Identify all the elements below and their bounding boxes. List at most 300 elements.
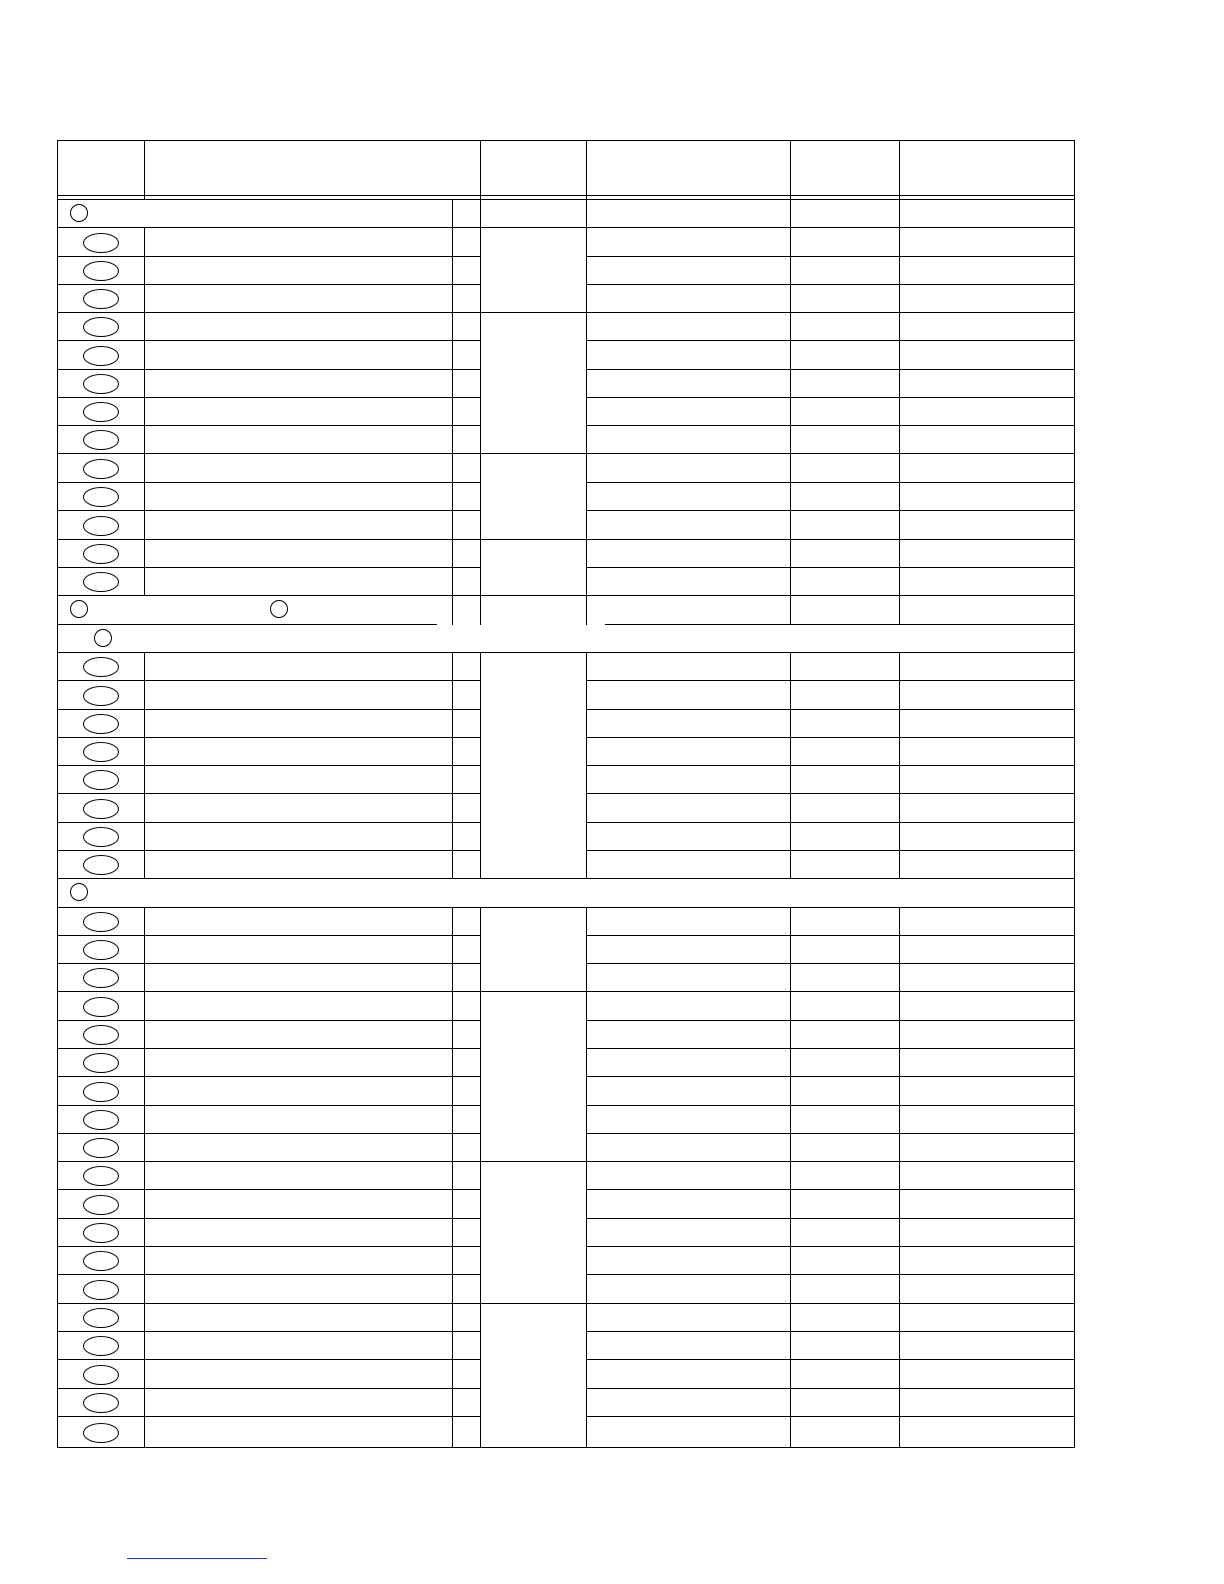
column-rule <box>452 793 453 823</box>
column-rule <box>480 595 481 625</box>
column-rule <box>899 510 900 540</box>
row-rule <box>57 595 1075 596</box>
column-rule <box>899 822 900 851</box>
row-number-oval <box>83 997 119 1017</box>
column-rule <box>790 312 791 341</box>
column-rule <box>899 991 900 1021</box>
column-rule <box>144 1416 145 1448</box>
column-rule <box>452 539 453 568</box>
row-number-oval <box>83 799 119 819</box>
column-rule <box>899 1020 900 1049</box>
column-rule <box>899 1416 900 1448</box>
column-rule <box>899 907 900 936</box>
column-rule <box>899 793 900 823</box>
row-rule <box>57 652 1075 653</box>
column-rule <box>586 1303 587 1332</box>
column-rule <box>452 1416 453 1448</box>
row-rule <box>57 1161 1075 1162</box>
column-rule <box>790 1048 791 1077</box>
column-rule <box>452 935 453 964</box>
column-rule <box>586 199 587 228</box>
column-rule <box>144 935 145 964</box>
column-rule <box>480 510 481 540</box>
column-rule <box>899 340 900 370</box>
column-rule <box>144 1246 145 1275</box>
column-rule <box>144 652 145 681</box>
row-rule <box>57 1189 481 1190</box>
row-rule <box>57 1388 481 1389</box>
row-number-oval <box>83 912 119 932</box>
column-rule <box>480 1388 481 1417</box>
column-rule <box>480 737 481 766</box>
column-rule <box>790 369 791 398</box>
row-rule <box>586 1218 1075 1219</box>
column-rule <box>899 850 900 879</box>
column-rule <box>790 737 791 766</box>
column-rule <box>452 1105 453 1134</box>
column-rule <box>452 397 453 426</box>
column-rule <box>899 935 900 964</box>
column-rule <box>144 793 145 823</box>
column-rule <box>480 482 481 511</box>
column-rule <box>144 1020 145 1049</box>
column-rule <box>144 822 145 851</box>
column-rule <box>899 369 900 398</box>
column-rule <box>452 284 453 313</box>
row-number-oval <box>83 968 119 988</box>
column-rule <box>586 567 587 596</box>
column-rule <box>480 1274 481 1304</box>
row-rule <box>57 1303 1075 1304</box>
column-rule <box>480 1105 481 1134</box>
column-rule <box>452 680 453 710</box>
row-number-oval <box>83 1280 119 1300</box>
column-rule <box>480 312 481 341</box>
column-rule <box>790 652 791 681</box>
column-rule <box>899 227 900 257</box>
column-rule <box>790 793 791 823</box>
column-rule <box>899 1076 900 1106</box>
row-rule <box>586 1331 1075 1332</box>
column-rule <box>144 510 145 540</box>
row-rule <box>57 567 481 568</box>
column-rule <box>586 1246 587 1275</box>
column-rule <box>586 312 587 341</box>
column-rule <box>452 199 453 228</box>
column-rule <box>790 991 791 1021</box>
column-rule <box>480 1076 481 1106</box>
row-number-oval <box>83 686 119 706</box>
column-rule <box>452 369 453 398</box>
column-rule <box>452 1388 453 1417</box>
column-rule <box>790 199 791 228</box>
row-number-oval <box>83 487 119 507</box>
column-rule <box>452 312 453 341</box>
column-rule <box>144 1388 145 1417</box>
column-rule <box>144 567 145 596</box>
column-rule <box>899 1388 900 1417</box>
column-rule <box>586 1388 587 1417</box>
column-rule <box>480 369 481 398</box>
row-rule <box>57 482 481 483</box>
column-rule <box>452 482 453 511</box>
row-number-oval <box>83 1110 119 1130</box>
column-rule <box>899 1246 900 1275</box>
header-column-rule <box>790 140 791 200</box>
column-rule <box>899 1218 900 1247</box>
row-rule <box>586 1416 1075 1417</box>
footer-link-underline[interactable] <box>127 1558 267 1559</box>
column-rule <box>480 425 481 454</box>
column-rule <box>790 1218 791 1247</box>
row-number-oval <box>83 1393 119 1413</box>
column-rule <box>480 765 481 794</box>
column-rule <box>144 709 145 738</box>
column-rule <box>480 199 481 228</box>
table-left-border <box>57 140 58 1448</box>
column-rule <box>790 510 791 540</box>
row-rule <box>57 850 481 851</box>
column-rule <box>452 1048 453 1077</box>
column-rule <box>586 709 587 738</box>
column-rule <box>452 822 453 851</box>
column-rule <box>480 397 481 426</box>
column-rule <box>452 1189 453 1219</box>
column-rule <box>790 850 791 879</box>
column-rule <box>899 963 900 992</box>
column-rule <box>586 652 587 681</box>
row-rule <box>586 793 1075 794</box>
row-rule <box>586 256 1075 257</box>
row-number-oval <box>83 317 119 337</box>
row-rule <box>586 425 1075 426</box>
row-rule <box>57 340 481 341</box>
column-rule <box>144 1274 145 1304</box>
column-rule <box>899 1048 900 1077</box>
column-rule <box>790 227 791 257</box>
column-rule <box>452 1331 453 1360</box>
column-rule <box>586 1076 587 1106</box>
row-rule <box>586 1274 1075 1275</box>
row-rule <box>57 1274 481 1275</box>
column-rule <box>452 340 453 370</box>
column-rule <box>480 1020 481 1049</box>
column-rule <box>899 453 900 483</box>
column-rule <box>452 567 453 596</box>
column-rule <box>480 991 481 1021</box>
column-rule <box>452 1359 453 1389</box>
column-rule <box>586 539 587 568</box>
header-column-rule <box>480 140 481 200</box>
row-number-oval <box>83 855 119 875</box>
column-rule <box>899 199 900 228</box>
row-number-oval <box>83 742 119 762</box>
row-rule <box>586 1048 1075 1049</box>
column-rule <box>144 1189 145 1219</box>
column-rule <box>480 340 481 370</box>
row-rule <box>586 765 1075 766</box>
column-rule <box>899 482 900 511</box>
column-rule <box>586 595 587 625</box>
row-rule <box>586 1388 1075 1389</box>
column-rule <box>144 963 145 992</box>
column-rule <box>586 1161 587 1190</box>
table-top-border <box>57 140 1075 141</box>
column-rule <box>144 425 145 454</box>
column-rule <box>586 1133 587 1162</box>
table-right-border <box>1074 140 1075 1448</box>
row-number-oval <box>83 516 119 536</box>
column-rule <box>452 1133 453 1162</box>
column-rule <box>899 765 900 794</box>
column-rule <box>899 1331 900 1360</box>
column-rule <box>144 453 145 483</box>
column-rule <box>144 340 145 370</box>
column-rule <box>586 1416 587 1448</box>
row-number-oval <box>83 1195 119 1215</box>
column-rule <box>452 765 453 794</box>
column-rule <box>586 680 587 710</box>
column-rule <box>452 963 453 992</box>
column-rule <box>899 1303 900 1332</box>
row-rule <box>57 1076 481 1077</box>
section-3-marker <box>70 883 88 901</box>
column-rule <box>452 1218 453 1247</box>
column-rule <box>480 850 481 879</box>
column-rule <box>586 482 587 511</box>
column-rule <box>480 793 481 823</box>
row-rule <box>586 369 1075 370</box>
column-rule <box>790 709 791 738</box>
column-rule <box>144 284 145 313</box>
column-rule <box>452 709 453 738</box>
column-rule <box>452 1020 453 1049</box>
row-rule <box>57 1331 481 1332</box>
column-rule <box>586 737 587 766</box>
column-rule <box>790 1020 791 1049</box>
row-number-oval <box>83 1336 119 1356</box>
column-rule <box>480 227 481 257</box>
column-rule <box>790 425 791 454</box>
section-2-marker <box>70 600 88 618</box>
row-rule <box>57 227 1075 228</box>
row-rule <box>586 1246 1075 1247</box>
column-rule <box>899 567 900 596</box>
column-rule <box>790 1274 791 1304</box>
column-rule <box>144 907 145 936</box>
row-rule <box>57 1020 481 1021</box>
column-rule <box>144 1161 145 1190</box>
column-rule <box>144 369 145 398</box>
column-rule <box>144 1218 145 1247</box>
column-rule <box>452 1274 453 1304</box>
column-rule <box>586 822 587 851</box>
column-rule <box>452 1246 453 1275</box>
column-rule <box>144 397 145 426</box>
section-2-secondary-marker <box>270 600 288 618</box>
column-rule <box>452 737 453 766</box>
row-number-oval <box>83 346 119 366</box>
row-number-oval <box>83 940 119 960</box>
column-rule <box>144 680 145 710</box>
row-number-oval <box>83 402 119 422</box>
column-rule <box>790 1303 791 1332</box>
column-rule <box>790 453 791 483</box>
row-number-oval <box>83 1251 119 1271</box>
row-rule <box>586 1105 1075 1106</box>
row-rule <box>57 765 481 766</box>
row-rule <box>57 539 1075 540</box>
column-rule <box>586 340 587 370</box>
row-rule <box>586 737 1075 738</box>
column-rule <box>790 1359 791 1389</box>
row-number-oval <box>83 459 119 479</box>
column-rule <box>452 510 453 540</box>
row-rule <box>586 1133 1075 1134</box>
row-rule <box>57 397 481 398</box>
row-rule <box>586 935 1075 936</box>
column-rule <box>586 850 587 879</box>
column-rule <box>586 907 587 936</box>
column-rule <box>480 1189 481 1219</box>
column-rule <box>144 1048 145 1077</box>
header-column-rule <box>586 140 587 200</box>
column-rule <box>480 539 481 568</box>
row-rule <box>57 1246 481 1247</box>
column-rule <box>899 652 900 681</box>
column-rule <box>144 1105 145 1134</box>
column-rule <box>452 425 453 454</box>
row-rule <box>586 963 1075 964</box>
column-rule <box>586 256 587 285</box>
table-bottom-border <box>57 1447 1075 1448</box>
row-rule <box>57 1048 481 1049</box>
row-rule <box>57 256 481 257</box>
column-rule <box>480 680 481 710</box>
column-rule <box>480 1048 481 1077</box>
row-rule <box>57 1218 481 1219</box>
column-rule <box>452 652 453 681</box>
column-rule <box>586 1105 587 1134</box>
column-rule <box>144 991 145 1021</box>
column-rule <box>790 284 791 313</box>
column-rule <box>480 1331 481 1360</box>
column-rule <box>452 595 453 625</box>
row-number-oval <box>83 714 119 734</box>
header-rule-1 <box>57 195 1075 196</box>
row-number-oval <box>83 572 119 592</box>
column-rule <box>790 1076 791 1106</box>
column-rule <box>790 567 791 596</box>
row-rule <box>57 935 481 936</box>
column-rule <box>144 312 145 341</box>
column-rule <box>480 822 481 851</box>
column-rule <box>899 256 900 285</box>
column-rule <box>144 227 145 257</box>
column-rule <box>144 1133 145 1162</box>
row-number-oval <box>83 1308 119 1328</box>
row-rule <box>57 624 437 625</box>
column-rule <box>790 680 791 710</box>
column-rule <box>790 1246 791 1275</box>
row-rule <box>586 680 1075 681</box>
row-number-oval <box>83 430 119 450</box>
column-rule <box>790 1331 791 1360</box>
row-number-oval <box>83 289 119 309</box>
row-rule <box>586 482 1075 483</box>
column-rule <box>790 1416 791 1448</box>
column-rule <box>144 737 145 766</box>
row-rule <box>57 369 481 370</box>
row-rule <box>57 737 481 738</box>
column-rule <box>899 1133 900 1162</box>
row-number-oval <box>83 657 119 677</box>
row-rule <box>57 991 1075 992</box>
column-rule <box>452 991 453 1021</box>
column-rule <box>899 312 900 341</box>
column-rule <box>586 765 587 794</box>
column-rule <box>480 1218 481 1247</box>
header-column-rule <box>144 140 145 200</box>
row-rule <box>586 850 1075 851</box>
column-rule <box>899 397 900 426</box>
column-rule <box>144 1331 145 1360</box>
row-rule <box>57 907 1075 908</box>
column-rule <box>586 284 587 313</box>
column-rule <box>144 539 145 568</box>
column-rule <box>144 256 145 285</box>
column-rule <box>790 765 791 794</box>
column-rule <box>790 907 791 936</box>
row-number-oval <box>83 1365 119 1385</box>
column-rule <box>586 963 587 992</box>
row-number-oval <box>83 233 119 253</box>
column-rule <box>790 482 791 511</box>
column-rule <box>790 340 791 370</box>
column-rule <box>790 397 791 426</box>
header-rule-2 <box>57 199 1075 200</box>
column-rule <box>586 227 587 257</box>
column-rule <box>899 1105 900 1134</box>
column-rule <box>480 963 481 992</box>
column-rule <box>586 1274 587 1304</box>
column-rule <box>586 793 587 823</box>
column-rule <box>586 1020 587 1049</box>
column-rule <box>452 1303 453 1332</box>
column-rule <box>790 539 791 568</box>
row-number-oval <box>83 1423 119 1443</box>
column-rule <box>586 369 587 398</box>
column-rule <box>586 510 587 540</box>
row-number-oval <box>83 1138 119 1158</box>
row-rule <box>57 878 1075 879</box>
column-rule <box>452 256 453 285</box>
row-rule <box>586 340 1075 341</box>
column-rule <box>586 1048 587 1077</box>
column-rule <box>452 1161 453 1190</box>
column-rule <box>790 935 791 964</box>
row-rule <box>57 284 481 285</box>
section-1-marker <box>70 204 88 222</box>
column-rule <box>790 822 791 851</box>
row-rule <box>57 453 1075 454</box>
column-rule <box>899 595 900 625</box>
column-rule <box>480 935 481 964</box>
column-rule <box>586 1359 587 1389</box>
column-rule <box>144 1359 145 1389</box>
row-rule <box>57 963 481 964</box>
header-column-rule <box>899 140 900 200</box>
